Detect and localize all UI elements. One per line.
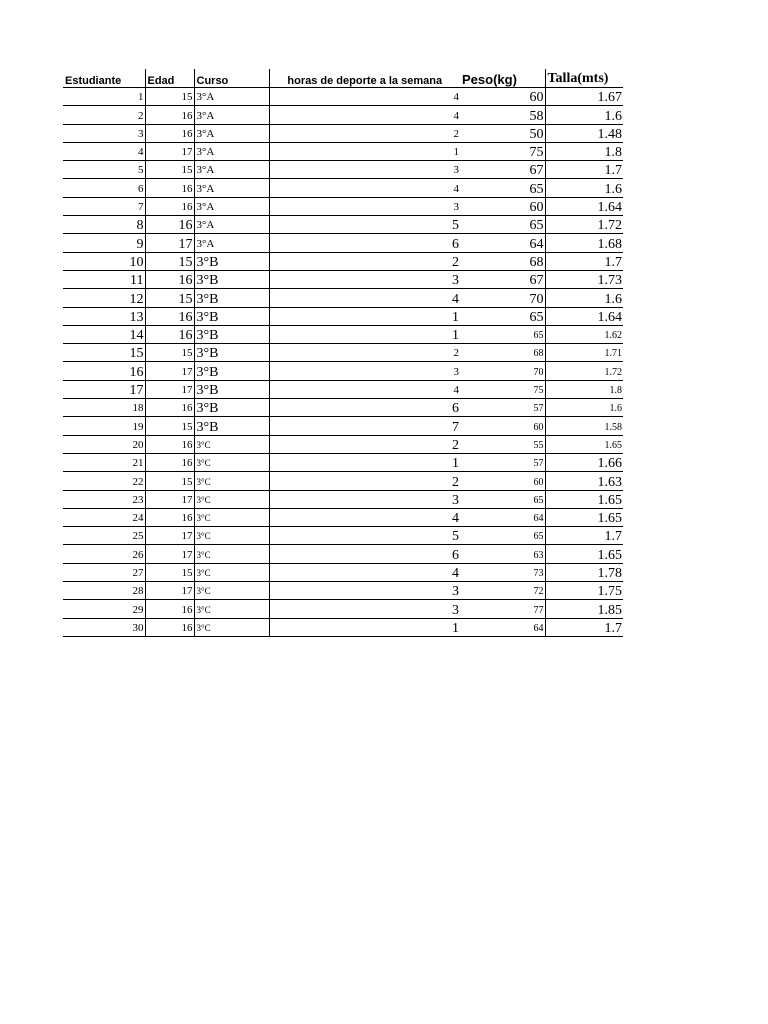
cell-curso: 3°B xyxy=(194,417,269,435)
table-row xyxy=(63,618,623,636)
cell-talla: 1.6 xyxy=(545,289,623,307)
cell-edad: 16 xyxy=(145,197,194,215)
cell-estudiante: 25 xyxy=(63,527,145,545)
cell-edad: 17 xyxy=(145,362,194,380)
cell-curso: 3°B xyxy=(194,289,269,307)
cell-peso: 60 xyxy=(460,197,545,215)
cell-peso: 68 xyxy=(460,344,545,362)
cell-estudiante: 3 xyxy=(63,124,145,142)
cell-estudiante: 14 xyxy=(63,325,145,343)
table-row xyxy=(63,380,623,398)
cell-horas: 4 xyxy=(269,106,460,124)
cell-edad: 16 xyxy=(145,106,194,124)
cell-estudiante: 16 xyxy=(63,362,145,380)
header-edad: Edad xyxy=(145,69,194,88)
table-row xyxy=(63,344,623,362)
cell-estudiante: 22 xyxy=(63,472,145,490)
cell-talla: 1.72 xyxy=(545,362,623,380)
cell-peso: 73 xyxy=(460,563,545,581)
cell-peso: 57 xyxy=(460,453,545,471)
cell-estudiante: 18 xyxy=(63,399,145,417)
cell-talla: 1.6 xyxy=(545,399,623,417)
table-row xyxy=(63,307,623,325)
cell-estudiante: 2 xyxy=(63,106,145,124)
header-horas: horas de deporte a la semana xyxy=(269,69,460,88)
cell-curso: 3°A xyxy=(194,124,269,142)
cell-horas: 2 xyxy=(269,124,460,142)
cell-horas: 5 xyxy=(269,527,460,545)
table-row xyxy=(63,490,623,508)
table-row xyxy=(63,142,623,160)
cell-edad: 15 xyxy=(145,252,194,270)
cell-estudiante: 27 xyxy=(63,563,145,581)
cell-edad: 15 xyxy=(145,289,194,307)
cell-edad: 16 xyxy=(145,216,194,234)
cell-edad: 16 xyxy=(145,124,194,142)
cell-talla: 1.68 xyxy=(545,234,623,252)
table-row xyxy=(63,106,623,124)
cell-edad: 15 xyxy=(145,417,194,435)
cell-estudiante: 24 xyxy=(63,508,145,526)
cell-curso: 3°A xyxy=(194,197,269,215)
cell-edad: 17 xyxy=(145,490,194,508)
cell-curso: 3°B xyxy=(194,344,269,362)
cell-edad: 15 xyxy=(145,563,194,581)
cell-edad: 15 xyxy=(145,88,194,106)
cell-curso: 3°B xyxy=(194,399,269,417)
table-row xyxy=(63,252,623,270)
cell-edad: 17 xyxy=(145,527,194,545)
spreadsheet xyxy=(63,69,623,637)
table-row xyxy=(63,234,623,252)
cell-talla: 1.67 xyxy=(545,88,623,106)
cell-curso: 3°A xyxy=(194,179,269,197)
cell-curso: 3°A xyxy=(194,88,269,106)
cell-peso: 64 xyxy=(460,234,545,252)
cell-curso: 3°A xyxy=(194,161,269,179)
cell-horas: 7 xyxy=(269,417,460,435)
cell-talla: 1.58 xyxy=(545,417,623,435)
cell-curso: 3°A xyxy=(194,234,269,252)
cell-talla: 1.7 xyxy=(545,252,623,270)
cell-curso: 3°A xyxy=(194,216,269,234)
cell-horas: 1 xyxy=(269,453,460,471)
cell-talla: 1.64 xyxy=(545,197,623,215)
table-row xyxy=(63,508,623,526)
cell-talla: 1.78 xyxy=(545,563,623,581)
cell-edad: 16 xyxy=(145,270,194,288)
table-row xyxy=(63,197,623,215)
cell-estudiante: 26 xyxy=(63,545,145,563)
cell-peso: 64 xyxy=(460,618,545,636)
cell-talla: 1.65 xyxy=(545,545,623,563)
cell-edad: 16 xyxy=(145,179,194,197)
student-table xyxy=(63,69,623,637)
cell-peso: 60 xyxy=(460,88,545,106)
cell-edad: 17 xyxy=(145,380,194,398)
cell-edad: 16 xyxy=(145,307,194,325)
table-row xyxy=(63,453,623,471)
table-row xyxy=(63,545,623,563)
cell-curso: 3°B xyxy=(194,362,269,380)
cell-peso: 65 xyxy=(460,216,545,234)
header-talla: Talla(mts) xyxy=(545,69,623,88)
cell-curso: 3°C xyxy=(194,563,269,581)
cell-peso: 65 xyxy=(460,527,545,545)
header-row xyxy=(63,69,623,88)
cell-estudiante: 28 xyxy=(63,582,145,600)
cell-estudiante: 4 xyxy=(63,142,145,160)
cell-horas: 4 xyxy=(269,508,460,526)
cell-peso: 65 xyxy=(460,179,545,197)
table-row xyxy=(63,362,623,380)
cell-horas: 6 xyxy=(269,399,460,417)
cell-horas: 1 xyxy=(269,307,460,325)
cell-talla: 1.6 xyxy=(545,179,623,197)
cell-peso: 72 xyxy=(460,582,545,600)
cell-edad: 16 xyxy=(145,618,194,636)
cell-peso: 77 xyxy=(460,600,545,618)
cell-horas: 1 xyxy=(269,142,460,160)
cell-peso: 55 xyxy=(460,435,545,453)
cell-curso: 3°B xyxy=(194,252,269,270)
cell-peso: 60 xyxy=(460,472,545,490)
cell-curso: 3°C xyxy=(194,600,269,618)
cell-horas: 5 xyxy=(269,216,460,234)
cell-talla: 1.85 xyxy=(545,600,623,618)
cell-peso: 58 xyxy=(460,106,545,124)
cell-edad: 15 xyxy=(145,161,194,179)
cell-curso: 3°C xyxy=(194,618,269,636)
cell-estudiante: 6 xyxy=(63,179,145,197)
cell-horas: 2 xyxy=(269,435,460,453)
cell-peso: 60 xyxy=(460,417,545,435)
table-row xyxy=(63,161,623,179)
cell-peso: 70 xyxy=(460,362,545,380)
cell-horas: 4 xyxy=(269,380,460,398)
table-body xyxy=(63,88,623,637)
table-row xyxy=(63,325,623,343)
cell-horas: 3 xyxy=(269,582,460,600)
cell-edad: 16 xyxy=(145,508,194,526)
cell-estudiante: 21 xyxy=(63,453,145,471)
cell-peso: 67 xyxy=(460,161,545,179)
cell-peso: 75 xyxy=(460,142,545,160)
cell-edad: 17 xyxy=(145,545,194,563)
cell-talla: 1.63 xyxy=(545,472,623,490)
cell-edad: 16 xyxy=(145,453,194,471)
cell-curso: 3°C xyxy=(194,527,269,545)
cell-horas: 4 xyxy=(269,289,460,307)
cell-curso: 3°C xyxy=(194,490,269,508)
cell-talla: 1.71 xyxy=(545,344,623,362)
cell-talla: 1.65 xyxy=(545,508,623,526)
cell-estudiante: 23 xyxy=(63,490,145,508)
cell-talla: 1.7 xyxy=(545,527,623,545)
cell-edad: 17 xyxy=(145,234,194,252)
table-row xyxy=(63,216,623,234)
cell-talla: 1.73 xyxy=(545,270,623,288)
cell-curso: 3°A xyxy=(194,142,269,160)
cell-horas: 4 xyxy=(269,179,460,197)
cell-talla: 1.65 xyxy=(545,490,623,508)
cell-curso: 3°C xyxy=(194,508,269,526)
cell-talla: 1.66 xyxy=(545,453,623,471)
table-row xyxy=(63,600,623,618)
cell-horas: 6 xyxy=(269,234,460,252)
cell-curso: 3°A xyxy=(194,106,269,124)
cell-estudiante: 12 xyxy=(63,289,145,307)
cell-horas: 2 xyxy=(269,472,460,490)
cell-peso: 65 xyxy=(460,490,545,508)
table-row xyxy=(63,582,623,600)
cell-horas: 3 xyxy=(269,270,460,288)
cell-peso: 57 xyxy=(460,399,545,417)
cell-peso: 65 xyxy=(460,307,545,325)
table-row xyxy=(63,124,623,142)
cell-horas: 3 xyxy=(269,600,460,618)
header-curso: Curso xyxy=(194,69,269,88)
cell-curso: 3°C xyxy=(194,435,269,453)
cell-peso: 63 xyxy=(460,545,545,563)
cell-horas: 3 xyxy=(269,490,460,508)
cell-estudiante: 1 xyxy=(63,88,145,106)
cell-edad: 17 xyxy=(145,142,194,160)
cell-curso: 3°B xyxy=(194,270,269,288)
cell-estudiante: 9 xyxy=(63,234,145,252)
cell-peso: 70 xyxy=(460,289,545,307)
cell-estudiante: 17 xyxy=(63,380,145,398)
cell-peso: 75 xyxy=(460,380,545,398)
cell-edad: 16 xyxy=(145,325,194,343)
cell-curso: 3°B xyxy=(194,325,269,343)
cell-edad: 15 xyxy=(145,472,194,490)
cell-estudiante: 20 xyxy=(63,435,145,453)
cell-talla: 1.65 xyxy=(545,435,623,453)
cell-curso: 3°C xyxy=(194,582,269,600)
cell-horas: 1 xyxy=(269,325,460,343)
table-row xyxy=(63,88,623,106)
cell-peso: 67 xyxy=(460,270,545,288)
table-row xyxy=(63,435,623,453)
cell-edad: 16 xyxy=(145,600,194,618)
cell-peso: 50 xyxy=(460,124,545,142)
cell-talla: 1.72 xyxy=(545,216,623,234)
cell-talla: 1.7 xyxy=(545,618,623,636)
cell-estudiante: 15 xyxy=(63,344,145,362)
cell-talla: 1.64 xyxy=(545,307,623,325)
cell-horas: 2 xyxy=(269,344,460,362)
cell-peso: 68 xyxy=(460,252,545,270)
header-peso: Peso(kg) xyxy=(460,69,545,88)
cell-estudiante: 8 xyxy=(63,216,145,234)
cell-talla: 1.6 xyxy=(545,106,623,124)
cell-talla: 1.48 xyxy=(545,124,623,142)
cell-horas: 4 xyxy=(269,88,460,106)
cell-curso: 3°C xyxy=(194,472,269,490)
table-row xyxy=(63,289,623,307)
cell-edad: 15 xyxy=(145,344,194,362)
table-row xyxy=(63,527,623,545)
cell-talla: 1.8 xyxy=(545,380,623,398)
cell-horas: 2 xyxy=(269,252,460,270)
cell-estudiante: 5 xyxy=(63,161,145,179)
cell-curso: 3°C xyxy=(194,545,269,563)
cell-peso: 64 xyxy=(460,508,545,526)
cell-edad: 16 xyxy=(145,435,194,453)
cell-peso: 65 xyxy=(460,325,545,343)
cell-horas: 1 xyxy=(269,618,460,636)
cell-horas: 4 xyxy=(269,563,460,581)
cell-estudiante: 19 xyxy=(63,417,145,435)
table-row xyxy=(63,399,623,417)
cell-horas: 6 xyxy=(269,545,460,563)
cell-estudiante: 30 xyxy=(63,618,145,636)
cell-estudiante: 13 xyxy=(63,307,145,325)
cell-talla: 1.62 xyxy=(545,325,623,343)
cell-estudiante: 7 xyxy=(63,197,145,215)
table-row xyxy=(63,563,623,581)
table-row xyxy=(63,179,623,197)
cell-estudiante: 10 xyxy=(63,252,145,270)
cell-horas: 3 xyxy=(269,197,460,215)
cell-curso: 3°B xyxy=(194,380,269,398)
cell-talla: 1.75 xyxy=(545,582,623,600)
header-estudiante: Estudiante xyxy=(63,69,145,88)
cell-edad: 16 xyxy=(145,399,194,417)
table-row xyxy=(63,270,623,288)
table-row xyxy=(63,472,623,490)
table-row xyxy=(63,417,623,435)
cell-horas: 3 xyxy=(269,161,460,179)
cell-talla: 1.7 xyxy=(545,161,623,179)
cell-estudiante: 11 xyxy=(63,270,145,288)
cell-talla: 1.8 xyxy=(545,142,623,160)
cell-curso: 3°C xyxy=(194,453,269,471)
cell-curso: 3°B xyxy=(194,307,269,325)
cell-horas: 3 xyxy=(269,362,460,380)
cell-estudiante: 29 xyxy=(63,600,145,618)
cell-edad: 17 xyxy=(145,582,194,600)
